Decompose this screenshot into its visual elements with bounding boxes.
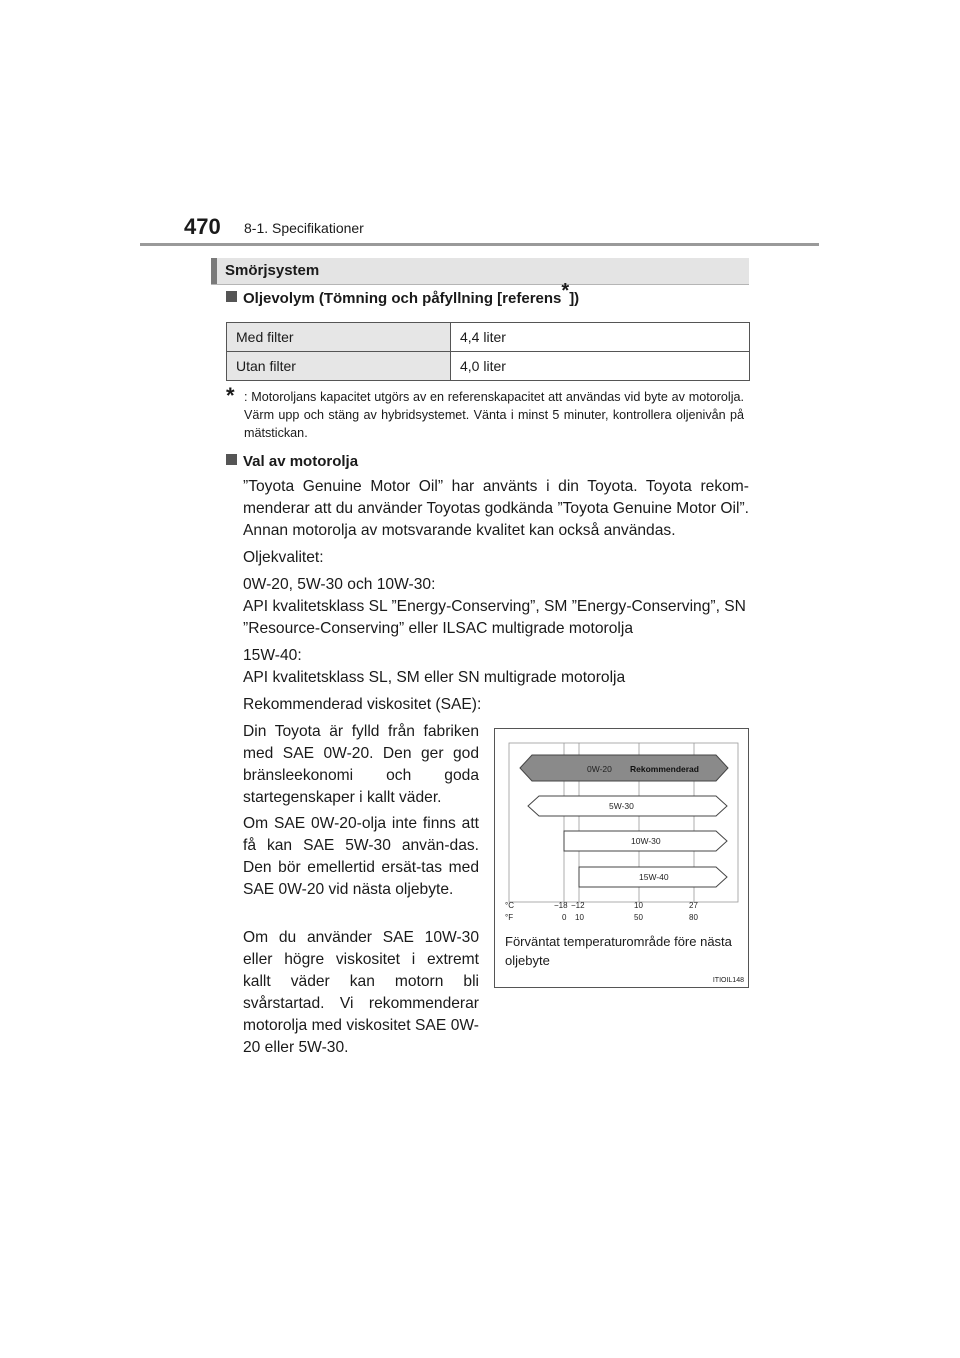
unit-celsius: °C [505, 901, 514, 910]
oil-volume-heading-text: Oljevolym (Tömning och påfyllning [referens [243, 290, 562, 307]
oil-volume-heading [226, 280, 580, 307]
tick-c: −18 [554, 901, 568, 910]
quality-label: Oljekvalitet: [243, 549, 324, 566]
table-row [227, 352, 750, 381]
tick-f: 80 [689, 913, 698, 922]
band-label-10w30: 10W-30 [631, 836, 661, 846]
row-label: Med filter [227, 323, 451, 352]
square-bullet-icon [226, 291, 237, 302]
viscosity-chart [494, 728, 749, 988]
header-rule [140, 243, 819, 246]
tick-f: 10 [575, 913, 584, 922]
grades-1-desc: API kvalitetsklass SL ”Energy-Conserving”, SM ”Energy-Conserving”, SN ”Resource-Conserving” eller ILSAC multigrade motorolja [243, 598, 746, 637]
tick-c: 27 [689, 901, 698, 910]
page-number: 470 [184, 214, 221, 239]
figure-id: ITIOIL148 [712, 977, 744, 984]
paragraph-cold-weather: Om du använder SAE 10W-30 eller högre viskositet i extremt kallt väder kan motorn bli svårstartad. Vi rekommenderar motorolja med viskositet SAE 0W-20 eller 5W-30. [243, 929, 479, 1056]
square-bullet-icon [226, 454, 237, 465]
band-label-15w40: 15W-40 [639, 872, 669, 882]
tick-f: 50 [634, 913, 643, 922]
reference-star: * [561, 280, 570, 302]
grades-2-desc: API kvalitetsklass SL, SM eller SN multigrade motorolja [243, 669, 626, 686]
chapter-title: 8-1. Specifikationer [244, 220, 364, 236]
row-value: 4,0 liter [451, 352, 750, 381]
unit-fahrenheit: °F [505, 913, 514, 922]
section-header [211, 258, 749, 285]
tick-c: 10 [634, 901, 643, 910]
section-title: Smörjsystem [225, 262, 320, 279]
row-value: 4,4 liter [451, 323, 750, 352]
paragraph-5w30: Om SAE 0W-20-olja inte finns att få kan SAE 5W-30 använ-das. Den bör emellertid ersät-tas med SAE 0W-20 vid nästa oljebyte. [243, 815, 479, 898]
paragraph-factory-fill: Din Toyota är fylld från fabriken med SAE 0W-20. Den ger god bränsleekonomi och goda startegenskaper i kallt väder. [243, 723, 479, 806]
table-row [227, 323, 750, 352]
intro-paragraph: ”Toyota Genuine Motor Oil” har använts i din Toyota. Toyota rekom-menderar att du använder Toyotas godkända ”Toyota Genuine Motor Oil”. Annan motorolja av motsvarande kvalitet kan också användas. [243, 478, 749, 539]
band-label-5w30: 5W-30 [609, 801, 634, 811]
oil-volume-table [226, 322, 750, 381]
oil-volume-heading-end: ]) [569, 290, 580, 307]
band-note-recommended: Rekommenderad [630, 764, 699, 774]
oil-choice-heading [226, 453, 358, 470]
row-label: Utan filter [227, 352, 451, 381]
footnote: : Motoroljans kapacitet utgörs av en referenskapacitet att användas vid byte av motorolja. Värm upp och stäng av hybridsystemet. Vänta i minst 5 minuter, kontrollera oljenivån på mätstickan. [244, 390, 744, 440]
footnote-mark: * [226, 383, 235, 408]
tick-f: 0 [562, 913, 567, 922]
tick-c: −12 [571, 901, 585, 910]
grades-1: 0W-20, 5W-30 och 10W-30: [243, 576, 436, 593]
band-label-0w20: 0W-20 [587, 764, 612, 774]
grades-2: 15W-40: [243, 647, 302, 664]
figure-caption: Förväntat temperaturområde före nästa oljebyte [505, 934, 732, 968]
section-accent [211, 258, 217, 284]
viscosity-label: Rekommenderad viskositet (SAE): [243, 696, 482, 713]
oil-choice-heading-text: Val av motorolja [243, 453, 359, 470]
